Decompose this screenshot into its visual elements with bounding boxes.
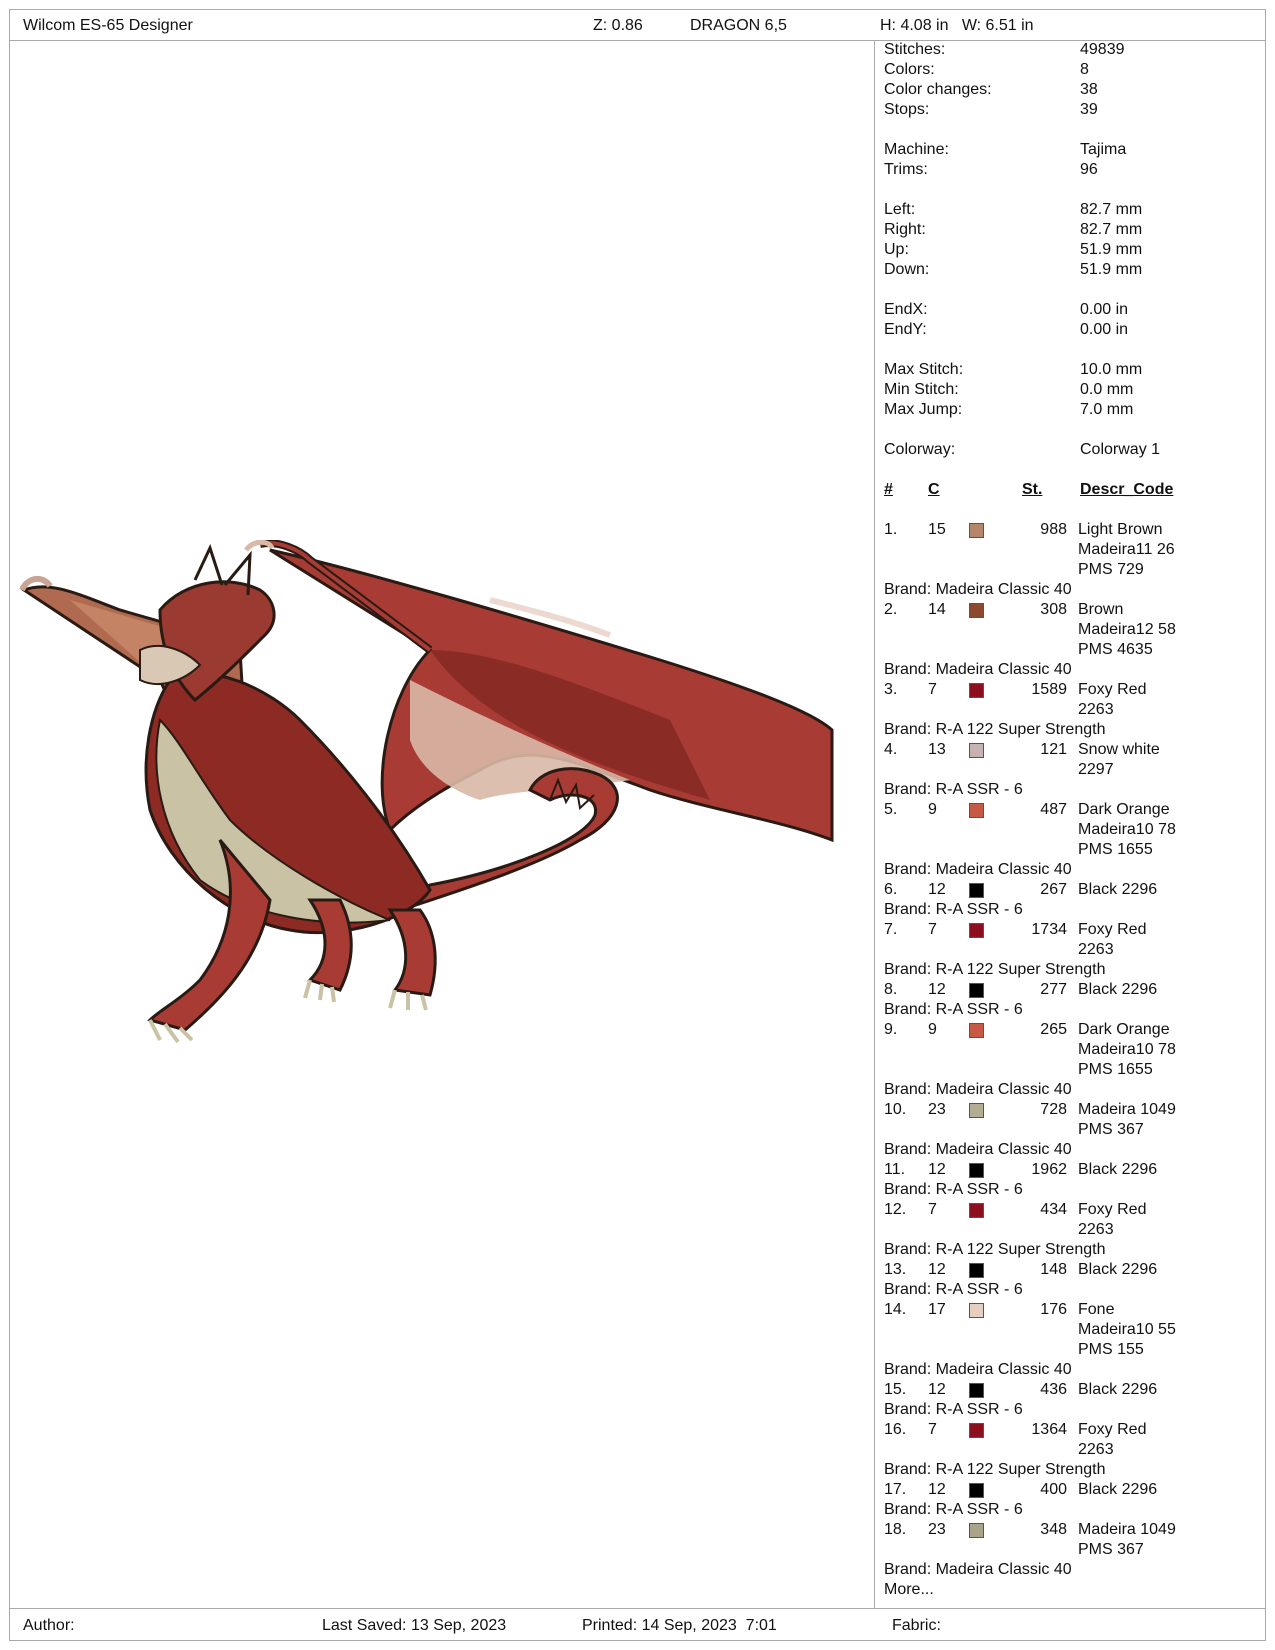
thread-code: 7: [928, 681, 937, 698]
thread-stitch-count: 400: [1040, 1481, 1067, 1498]
color-swatch: [969, 1103, 984, 1118]
thread-number: 5.: [884, 801, 898, 818]
stat-label: Stops:: [884, 101, 930, 118]
thread-stitch-count: 121: [1040, 741, 1067, 758]
thread-description: [1078, 880, 1264, 900]
thread-description: [1078, 800, 1264, 860]
thread-code: 17: [928, 1301, 946, 1318]
stat-row: [884, 320, 1264, 340]
stat-value: 8: [1080, 61, 1089, 78]
thread-description: [1078, 1520, 1264, 1560]
color-swatch: [969, 1483, 984, 1498]
thread-description-line: PMS 367: [1078, 1121, 1144, 1138]
thread-list: [884, 520, 1264, 1580]
thread-description-line: Madeira12 58: [1078, 621, 1176, 638]
thread-description-line: PMS 155: [1078, 1341, 1144, 1358]
stat-value: 51.9 mm: [1080, 261, 1143, 278]
thread-stitch-count: 277: [1040, 981, 1067, 998]
color-swatch: [969, 1263, 984, 1278]
thread-code: 23: [928, 1101, 946, 1118]
stat-row: [884, 440, 1264, 460]
stats-spacer: [884, 120, 1264, 140]
thread-number: 18.: [884, 1521, 907, 1538]
thread-description-line: 2263: [1078, 701, 1114, 718]
thread-row: [884, 680, 1264, 720]
thread-brand: Brand: Madeira Classic 40: [884, 861, 1072, 878]
app-title: Wilcom ES-65 Designer: [23, 17, 193, 34]
stat-row: [884, 200, 1264, 220]
thread-number: 3.: [884, 681, 898, 698]
thread-row: [884, 1520, 1264, 1560]
stat-value: 0.0 mm: [1080, 381, 1134, 398]
thread-code: 9: [928, 1021, 937, 1038]
thread-description-line: 2263: [1078, 1221, 1114, 1238]
stat-row: [884, 60, 1264, 80]
stat-row: [884, 380, 1264, 400]
thread-number: 1.: [884, 521, 898, 538]
thread-description: [1078, 920, 1264, 960]
thread-number: 9.: [884, 1021, 898, 1038]
thread-number: 4.: [884, 741, 898, 758]
thread-code: 7: [928, 1201, 937, 1218]
stats-list: [884, 40, 1264, 460]
author-field: Author:: [23, 1617, 75, 1634]
stat-label: Up:: [884, 241, 909, 258]
thread-number: 8.: [884, 981, 898, 998]
stat-row: [884, 300, 1264, 320]
color-swatch: [969, 743, 984, 758]
thread-brand: Brand: R-A SSR - 6: [884, 781, 1023, 798]
stat-row: [884, 80, 1264, 100]
thread-description-line: Black 2296: [1078, 1261, 1158, 1278]
thread-brand: Brand: R-A SSR - 6: [884, 901, 1023, 918]
thread-description: [1078, 1380, 1264, 1400]
color-swatch: [969, 883, 984, 898]
thread-description-line: PMS 4635: [1078, 641, 1153, 658]
thread-code: 14: [928, 601, 946, 618]
thread-row: [884, 1420, 1264, 1460]
thread-stitch-count: 1734: [1031, 921, 1067, 938]
col-code-header: C: [928, 481, 940, 498]
thread-description-line: Foxy Red: [1078, 1421, 1147, 1438]
stat-row: [884, 160, 1264, 180]
thread-number: 15.: [884, 1381, 907, 1398]
thread-brand: Brand: R-A SSR - 6: [884, 1281, 1023, 1298]
thread-number: 13.: [884, 1261, 907, 1278]
thread-description: [1078, 1300, 1264, 1360]
thread-description: [1078, 1480, 1264, 1500]
thread-number: 12.: [884, 1201, 907, 1218]
thread-code: 9: [928, 801, 937, 818]
thread-number: 10.: [884, 1101, 907, 1118]
thread-code: 15: [928, 521, 946, 538]
thread-code: 12: [928, 981, 946, 998]
thread-description-line: Madeira 1049: [1078, 1521, 1176, 1538]
thread-description: [1078, 1200, 1264, 1240]
thread-stitch-count: 487: [1040, 801, 1067, 818]
thread-row: [884, 880, 1264, 900]
thread-brand: Brand: R-A 122 Super Strength: [884, 1461, 1106, 1478]
stat-value: Tajima: [1080, 141, 1127, 158]
thread-row: [884, 1480, 1264, 1500]
color-swatch: [969, 1383, 984, 1398]
printed-date: Printed: 14 Sep, 2023 7:01: [582, 1617, 777, 1634]
thread-brand: Brand: R-A 122 Super Strength: [884, 961, 1106, 978]
thread-row: [884, 600, 1264, 660]
thread-description-line: Black 2296: [1078, 1481, 1158, 1498]
stat-value: 82.7 mm: [1080, 221, 1143, 238]
thread-description-line: Madeira10 78: [1078, 821, 1176, 838]
thread-description-line: Light Brown: [1078, 521, 1163, 538]
thread-number: 16.: [884, 1421, 907, 1438]
thread-description-line: 2263: [1078, 941, 1114, 958]
thread-stitch-count: 728: [1040, 1101, 1067, 1118]
stat-label: Max Jump:: [884, 401, 963, 418]
thread-description-line: Foxy Red: [1078, 681, 1147, 698]
stats-spacer: [884, 420, 1264, 440]
stat-label: Color changes:: [884, 81, 992, 98]
stat-row: [884, 400, 1264, 420]
thread-description-line: Foxy Red: [1078, 921, 1147, 938]
thread-brand: Brand: R-A 122 Super Strength: [884, 721, 1106, 738]
thread-description-line: Snow white: [1078, 741, 1160, 758]
col-desc-header: Descr_Code: [1080, 481, 1174, 498]
stat-label: Min Stitch:: [884, 381, 959, 398]
thread-description-line: Black 2296: [1078, 1161, 1158, 1178]
color-swatch: [969, 1523, 984, 1538]
thread-stitch-count: 308: [1040, 601, 1067, 618]
stat-label: Colorway:: [884, 441, 956, 458]
thread-number: 2.: [884, 601, 898, 618]
stat-value: 96: [1080, 161, 1098, 178]
thread-code: 12: [928, 1481, 946, 1498]
thread-description-line: Black 2296: [1078, 881, 1158, 898]
stat-label: Max Stitch:: [884, 361, 964, 378]
stat-row: [884, 40, 1264, 60]
color-swatch: [969, 1303, 984, 1318]
stat-value: 0.00 in: [1080, 321, 1129, 338]
last-saved: Last Saved: 13 Sep, 2023: [322, 1617, 507, 1634]
color-swatch: [969, 983, 984, 998]
stat-row: [884, 240, 1264, 260]
thread-description-line: Brown: [1078, 601, 1124, 618]
thread-stitch-count: 348: [1040, 1521, 1067, 1538]
stats-spacer: [884, 340, 1264, 360]
hind-leg: [310, 900, 351, 990]
thread-row: [884, 980, 1264, 1000]
thread-description-line: Black 2296: [1078, 981, 1158, 998]
thread-table-header: [884, 480, 1264, 500]
stat-label: Down:: [884, 261, 930, 278]
thread-row: [884, 740, 1264, 780]
thread-description-line: PMS 367: [1078, 1541, 1144, 1558]
thread-description-line: Dark Orange: [1078, 801, 1170, 818]
thread-row: [884, 1100, 1264, 1140]
stat-value: 49839: [1080, 41, 1125, 58]
thread-stitch-count: 434: [1040, 1201, 1067, 1218]
thread-description-line: Black 2296: [1078, 1381, 1158, 1398]
stats-spacer: [884, 280, 1264, 300]
thread-description: [1078, 1160, 1264, 1180]
thread-description-line: Madeira10 78: [1078, 1041, 1176, 1058]
thread-brand: Brand: Madeira Classic 40: [884, 1361, 1072, 1378]
thread-code: 12: [928, 1381, 946, 1398]
thread-description: [1078, 1260, 1264, 1280]
col-num-header: #: [884, 481, 893, 498]
fabric-field: Fabric:: [892, 1617, 941, 1634]
thread-description: [1078, 520, 1264, 580]
stat-label: EndY:: [884, 321, 927, 338]
thread-row: [884, 920, 1264, 960]
stat-value: 10.0 mm: [1080, 361, 1143, 378]
design-name: DRAGON 6,5: [690, 17, 787, 34]
thread-brand: Brand: R-A SSR - 6: [884, 1501, 1023, 1518]
thread-number: 14.: [884, 1301, 907, 1318]
more-link[interactable]: More...: [884, 1581, 934, 1598]
stat-value: 82.7 mm: [1080, 201, 1143, 218]
thread-code: 23: [928, 1521, 946, 1538]
thread-brand: Brand: Madeira Classic 40: [884, 581, 1072, 598]
thread-description-line: 2297: [1078, 761, 1114, 778]
stat-label: Stitches:: [884, 41, 946, 58]
thread-stitch-count: 148: [1040, 1261, 1067, 1278]
thread-stitch-count: 1364: [1031, 1421, 1067, 1438]
thread-row: [884, 1300, 1264, 1360]
thread-row: [884, 520, 1264, 580]
thread-description-line: Foxy Red: [1078, 1201, 1147, 1218]
thread-description-line: PMS 1655: [1078, 841, 1153, 858]
thread-description: [1078, 680, 1264, 720]
stats-spacer: [884, 180, 1264, 200]
stat-value: 51.9 mm: [1080, 241, 1143, 258]
design-size: H: 4.08 in W: 6.51 in: [880, 17, 1034, 34]
footer-bar: [10, 1608, 1265, 1641]
thread-code: 13: [928, 741, 946, 758]
thread-row: [884, 1160, 1264, 1180]
stat-row: [884, 360, 1264, 380]
col-stitches-header: St.: [1022, 481, 1043, 498]
thread-description-line: PMS 1655: [1078, 1061, 1153, 1078]
stat-value: 7.0 mm: [1080, 401, 1134, 418]
thread-stitch-count: 1962: [1031, 1161, 1067, 1178]
thread-brand: Brand: R-A 122 Super Strength: [884, 1241, 1106, 1258]
color-swatch: [969, 1203, 984, 1218]
thread-brand: Brand: Madeira Classic 40: [884, 1561, 1072, 1578]
thread-description: [1078, 980, 1264, 1000]
thread-description-line: Madeira 1049: [1078, 1101, 1176, 1118]
stat-row: [884, 140, 1264, 160]
color-swatch: [969, 803, 984, 818]
thread-code: 7: [928, 921, 937, 938]
thread-brand: Brand: Madeira Classic 40: [884, 1141, 1072, 1158]
color-swatch: [969, 1023, 984, 1038]
thread-stitch-count: 436: [1040, 1381, 1067, 1398]
thread-brand: Brand: R-A SSR - 6: [884, 1401, 1023, 1418]
stat-value: 0.00 in: [1080, 301, 1129, 318]
thread-description: [1078, 740, 1264, 780]
header-bar: [10, 10, 1265, 41]
stat-value: 38: [1080, 81, 1098, 98]
thread-stitch-count: 1589: [1031, 681, 1067, 698]
thread-number: 7.: [884, 921, 898, 938]
thread-row: [884, 1200, 1264, 1240]
thread-brand: Brand: R-A SSR - 6: [884, 1181, 1023, 1198]
thread-description: [1078, 1420, 1264, 1460]
stat-label: Trims:: [884, 161, 928, 178]
thread-number: 17.: [884, 1481, 907, 1498]
thread-description: [1078, 1100, 1264, 1140]
stat-label: Left:: [884, 201, 916, 218]
color-swatch: [969, 523, 984, 538]
stat-label: Machine:: [884, 141, 949, 158]
thread-description-line: Madeira10 55: [1078, 1321, 1176, 1338]
color-swatch: [969, 603, 984, 618]
stat-row: [884, 220, 1264, 240]
thread-number: 11.: [884, 1161, 906, 1178]
thread-brand: Brand: R-A SSR - 6: [884, 1001, 1023, 1018]
thread-row: [884, 1380, 1264, 1400]
thread-code: 7: [928, 1421, 937, 1438]
thread-code: 12: [928, 1261, 946, 1278]
thread-brand: Brand: Madeira Classic 40: [884, 661, 1072, 678]
thread-description-line: Fone: [1078, 1301, 1115, 1318]
thread-description-line: Dark Orange: [1078, 1021, 1170, 1038]
color-swatch: [969, 683, 984, 698]
zoom-level: Z: 0.86: [593, 17, 643, 34]
color-swatch: [969, 1423, 984, 1438]
thread-row: [884, 1020, 1264, 1080]
stat-label: Colors:: [884, 61, 935, 78]
stat-label: EndX:: [884, 301, 928, 318]
stat-value: 39: [1080, 101, 1098, 118]
design-info-panel: [884, 40, 1264, 1600]
thread-description-line: PMS 729: [1078, 561, 1144, 578]
thread-description: [1078, 600, 1264, 660]
stat-row: [884, 260, 1264, 280]
color-swatch: [969, 923, 984, 938]
thread-number: 6.: [884, 881, 898, 898]
thread-description-line: 2263: [1078, 1441, 1114, 1458]
dragon-embroidery-preview: [10, 540, 876, 1100]
color-swatch: [969, 1163, 984, 1178]
stat-value: Colorway 1: [1080, 441, 1161, 458]
thread-description-line: Madeira11 26: [1078, 541, 1175, 558]
thread-stitch-count: 988: [1040, 521, 1067, 538]
thread-brand: Brand: Madeira Classic 40: [884, 1081, 1072, 1098]
thread-code: 12: [928, 1161, 946, 1178]
thread-stitch-count: 265: [1040, 1021, 1067, 1038]
stat-label: Right:: [884, 221, 926, 238]
thread-code: 12: [928, 881, 946, 898]
thread-row: [884, 800, 1264, 860]
thread-stitch-count: 267: [1040, 881, 1067, 898]
thread-stitch-count: 176: [1040, 1301, 1067, 1318]
thread-description: [1078, 1020, 1264, 1080]
thread-row: [884, 1260, 1264, 1280]
stat-row: [884, 100, 1264, 120]
